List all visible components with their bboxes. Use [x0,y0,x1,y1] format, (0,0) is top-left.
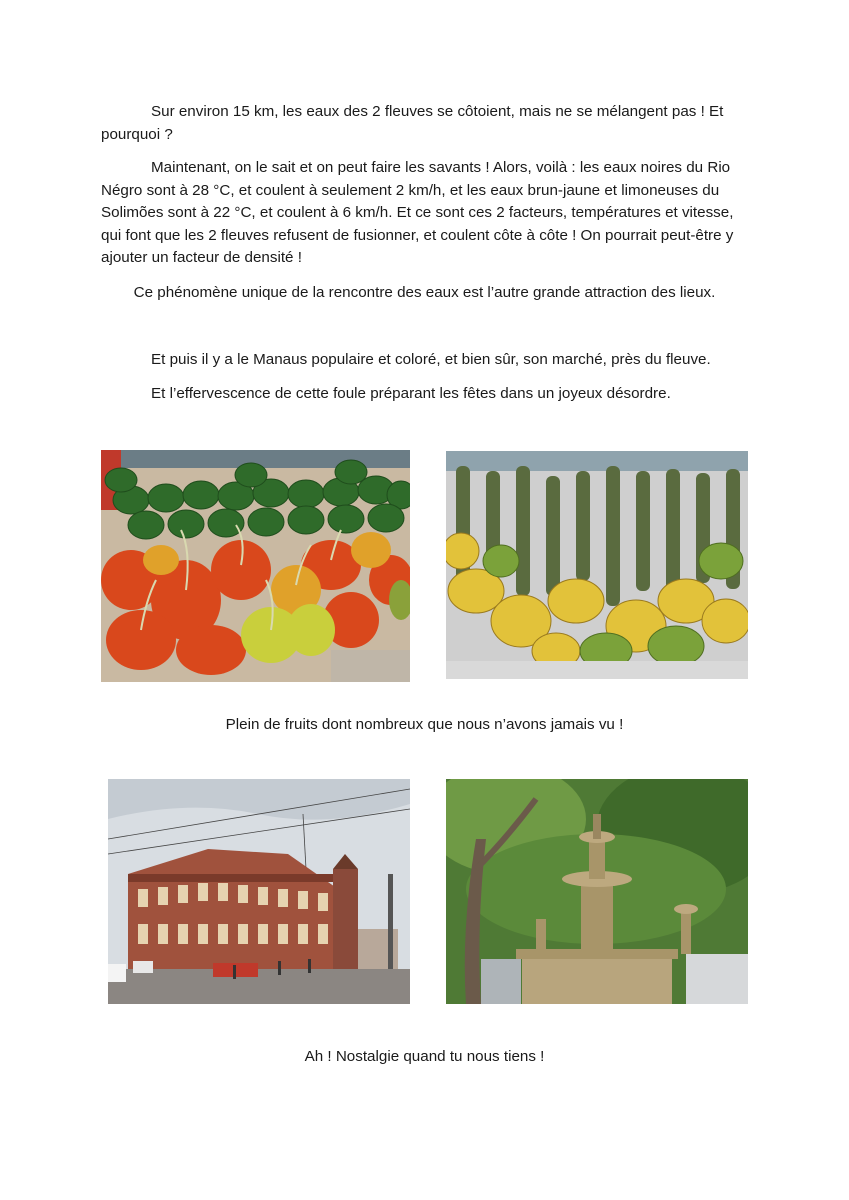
caption-nostalgia: Ah ! Nostalgie quand tu nous tiens ! [304,1048,545,1065]
paragraph-crowd: Et l’effervescence de cette foule préparant les fêtes dans un joyeux désordre. [151,385,671,402]
caption-fruits: Plein de fruits dont nombreux que nous n’avons jamais vu ! [225,716,624,733]
photo-colonial-building [108,779,410,1004]
paragraph-rivers: Sur environ 15 km, les eaux des 2 fleuves se côtoient, mais ne se mélangent pas ! Et pourquoi ? [101,103,724,143]
paragraph-explanation: Maintenant, on le sait et on peut faire les savants ! Alors, voilà : les eaux noires du Rio Négro sont à 28 °C, et coulent à seulement 2 km/h, et les eaux brun-jaune et limoneuses du Solimões sont à 22 °C, et coulent à 6 km/h. Et ce sont ces 2 facteurs, températures et vitesse, qui font que les 2 fleuves refusent de fusionner, et coulent côte à côte ! On pourrait peut-être y ajouter un facteur de densité ! [101,159,734,266]
photo-fruit-market [101,450,410,682]
paragraph-market: Et puis il y a le Manaus populaire et coloré, et bien sûr, son marché, près du fleuve. [151,351,711,368]
photo-fountain [446,779,748,1004]
paragraph-phenomenon: Ce phénomène unique de la rencontre des eaux est l’autre grande attraction des lieux. [133,284,716,301]
photo-banana-market [446,451,748,679]
